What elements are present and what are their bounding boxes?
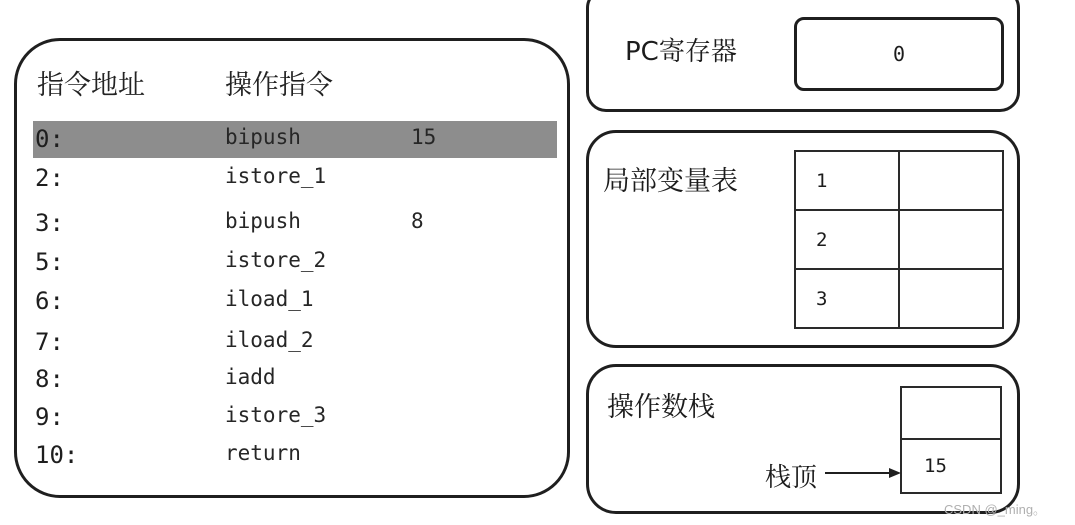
operand-stack-panel	[586, 364, 1020, 514]
instruction-panel	[14, 38, 570, 498]
watermark: CSDN @_ming。	[944, 502, 1047, 517]
instruction-address: 0:	[35, 125, 64, 153]
instruction-operand: 8	[411, 209, 424, 233]
instruction-row	[17, 399, 567, 436]
instruction-address: 9:	[35, 403, 64, 431]
pc-register-label: PC寄存器	[625, 37, 737, 67]
operand-stack-label: 操作数栈	[607, 392, 715, 423]
instruction-row	[17, 361, 567, 398]
instruction-opcode: iadd	[225, 365, 276, 389]
local-variable-value	[899, 151, 1003, 210]
instruction-opcode: bipush	[225, 209, 301, 233]
instruction-row	[17, 324, 567, 361]
instruction-opcode: istore_3	[225, 403, 327, 427]
local-variables-label: 局部变量表	[603, 166, 738, 197]
instruction-address: 3:	[35, 209, 64, 237]
instruction-address: 8:	[35, 365, 64, 393]
local-variable-row	[795, 269, 1003, 328]
instruction-address: 10:	[35, 441, 79, 469]
local-variable-index: 2	[795, 210, 899, 269]
header-operation: 操作指令	[225, 70, 333, 101]
operand-stack-cell	[900, 386, 1002, 440]
instruction-opcode: istore_1	[225, 164, 327, 188]
instruction-opcode: return	[225, 441, 301, 465]
instruction-opcode: iload_1	[225, 287, 314, 311]
instruction-address: 7:	[35, 328, 64, 356]
operand-stack-cell: 15	[900, 440, 1002, 494]
instruction-row	[17, 121, 567, 158]
instruction-opcode: istore_2	[225, 248, 327, 272]
local-variable-value	[899, 269, 1003, 328]
instruction-opcode: iload_2	[225, 328, 314, 352]
instruction-opcode: bipush	[225, 125, 301, 149]
instruction-row	[17, 244, 567, 281]
instruction-address: 6:	[35, 287, 64, 315]
pc-register-value: 0	[794, 17, 1004, 91]
local-variable-row	[795, 151, 1003, 210]
instruction-row	[17, 160, 567, 197]
instruction-operand: 15	[411, 125, 437, 149]
local-variable-index: 3	[795, 269, 899, 328]
local-variable-row	[795, 210, 1003, 269]
operand-stack	[900, 386, 1002, 494]
instruction-row	[17, 437, 567, 474]
stack-top-arrow-icon	[825, 465, 903, 481]
instruction-address: 5:	[35, 248, 64, 276]
header-address: 指令地址	[37, 70, 145, 101]
instruction-row	[17, 205, 567, 242]
stack-top-label: 栈顶	[765, 463, 818, 493]
instruction-address: 2:	[35, 164, 64, 192]
pc-register-panel	[586, 0, 1020, 112]
local-variable-index: 1	[795, 151, 899, 210]
instruction-row	[17, 283, 567, 320]
local-variables-panel	[586, 130, 1020, 348]
local-variables-table	[794, 150, 1004, 329]
local-variable-value	[899, 210, 1003, 269]
